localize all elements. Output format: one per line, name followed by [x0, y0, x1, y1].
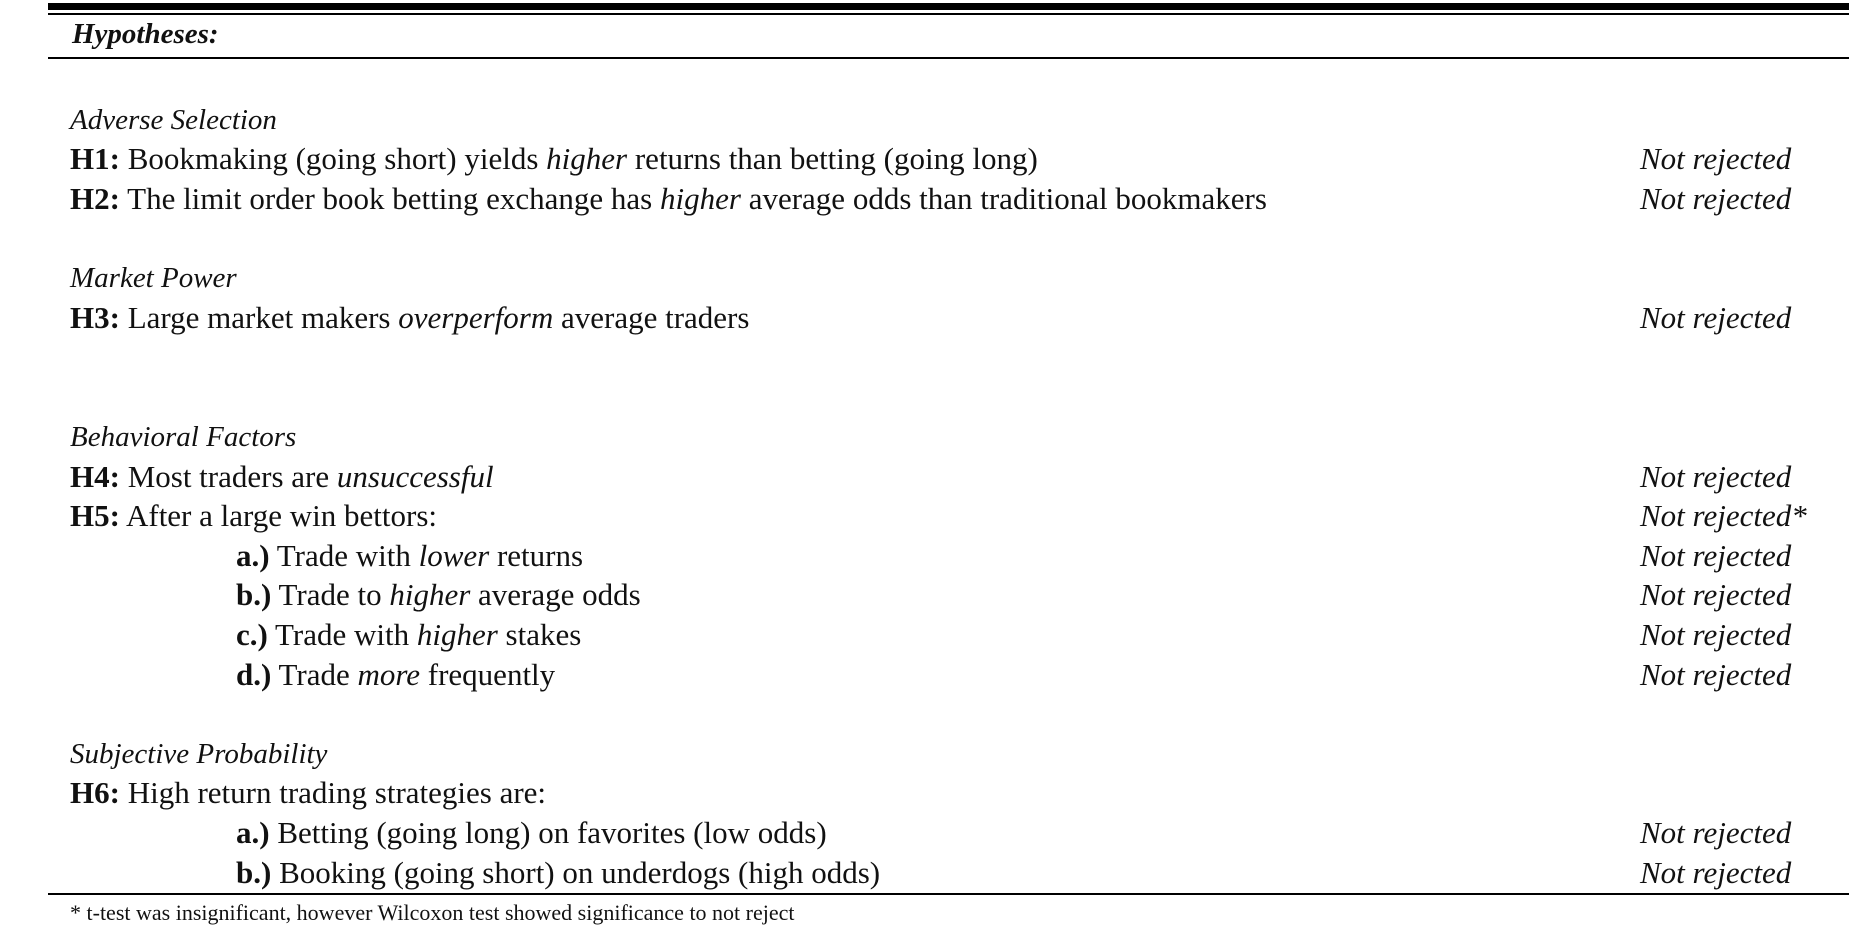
result-h5b: Not rejected	[1640, 577, 1792, 612]
text-segment: Booking (going short) on underdogs (high odds)	[271, 855, 881, 890]
text-segment: Large market makers	[119, 300, 399, 335]
sub-label: b.)	[236, 577, 272, 612]
text-segment: Most traders are	[119, 459, 337, 494]
hypothesis-text-h2	[70, 179, 1267, 219]
text-segment: average odds than traditional bookmakers	[740, 181, 1267, 216]
text-segment: returns	[489, 538, 584, 573]
text-segment: stakes	[497, 617, 582, 652]
result-h6a: Not rejected	[1640, 815, 1792, 850]
sub-label: a.)	[236, 538, 270, 573]
category-subjective-probability: Subjective Probability	[70, 738, 328, 770]
result-h6b: Not rejected	[1640, 855, 1792, 890]
text-segment: average traders	[553, 300, 750, 335]
bottom-rule	[48, 893, 1849, 895]
emphasis: unsuccessful	[336, 459, 494, 494]
result-h4: Not rejected	[1640, 459, 1792, 494]
sub-label: c.)	[236, 617, 268, 652]
hypothesis-row-h6b	[0, 853, 1849, 893]
hypothesis-label: H5:	[70, 498, 120, 533]
hypothesis-row-h4	[0, 457, 1849, 497]
hypothesis-row-h5a	[0, 536, 1849, 576]
hypothesis-text-h4	[70, 457, 494, 497]
hypothesis-row-h2	[0, 179, 1849, 219]
hypothesis-row-h5	[0, 496, 1849, 536]
hypothesis-label: H1:	[70, 141, 120, 176]
category-behavioral-factors: Behavioral Factors	[70, 421, 297, 453]
emphasis: higher	[546, 141, 628, 176]
result-h3: Not rejected	[1640, 300, 1792, 335]
hypothesis-text-h3	[70, 298, 749, 338]
hypothesis-label: H2:	[70, 181, 120, 216]
hypothesis-row-h1	[0, 139, 1849, 179]
result-h2: Not rejected	[1640, 181, 1792, 216]
hypothesis-text-h5d	[236, 655, 555, 695]
hypothesis-text-h5c	[236, 615, 581, 655]
hypothesis-row-h3	[0, 298, 1849, 338]
hypothesis-row-h5b	[0, 575, 1849, 615]
sub-label: a.)	[236, 815, 270, 850]
category-market-power: Market Power	[70, 262, 237, 294]
category-adverse-selection: Adverse Selection	[70, 104, 277, 136]
hypothesis-text-h5	[70, 496, 437, 536]
hypothesis-row-h6a	[0, 813, 1849, 853]
emphasis: overperform	[398, 300, 554, 335]
hypothesis-text-h5a	[236, 536, 583, 576]
hypothesis-row-h6	[0, 773, 1849, 813]
footnote: * t-test was insignificant, however Wilcoxon test showed significance to not reject	[70, 900, 795, 925]
text-segment: Trade with	[267, 617, 417, 652]
hypothesis-text-h6a	[236, 813, 827, 853]
hypothesis-text-h5b	[236, 575, 641, 615]
text-segment: After a large win bettors:	[119, 498, 438, 533]
text-segment: Trade	[271, 657, 358, 692]
hypothesis-text-h6	[70, 773, 546, 813]
hypothesis-label: H3:	[70, 300, 120, 335]
hypothesis-label: H4:	[70, 459, 120, 494]
header-rule	[48, 57, 1849, 59]
hypothesis-row-h5d	[0, 655, 1849, 695]
emphasis: higher	[389, 577, 471, 612]
hypothesis-row-h5c	[0, 615, 1849, 655]
text-segment: frequently	[420, 657, 556, 692]
text-segment: Betting (going long) on favorites (low odds)	[269, 815, 827, 850]
result-h5a: Not rejected	[1640, 538, 1792, 573]
text-segment: Trade with	[269, 538, 419, 573]
sub-label: b.)	[236, 855, 272, 890]
hypotheses-title: Hypotheses:	[72, 18, 219, 50]
top-thick-rule	[48, 3, 1849, 10]
text-segment: High return trading strategies are:	[119, 775, 547, 810]
text-segment: Bookmaking (going short) yields	[119, 141, 547, 176]
result-h1: Not rejected	[1640, 141, 1792, 176]
text-segment: Trade to	[271, 577, 390, 612]
sub-label: d.)	[236, 657, 272, 692]
text-segment: The limit order book betting exchange has	[119, 181, 661, 216]
hypothesis-label: H6:	[70, 775, 120, 810]
emphasis: higher	[660, 181, 741, 216]
emphasis: lower	[418, 538, 490, 573]
text-segment: average odds	[470, 577, 641, 612]
result-h5c: Not rejected	[1640, 617, 1792, 652]
hypothesis-text-h1	[70, 139, 1038, 179]
text-segment: returns than betting (going long)	[627, 141, 1038, 176]
top-thin-rule	[48, 13, 1849, 15]
hypothesis-text-h6b	[236, 853, 880, 893]
result-h5d: Not rejected	[1640, 657, 1792, 692]
emphasis: more	[357, 657, 421, 692]
result-h5: Not rejected*	[1640, 498, 1807, 533]
emphasis: higher	[416, 617, 498, 652]
